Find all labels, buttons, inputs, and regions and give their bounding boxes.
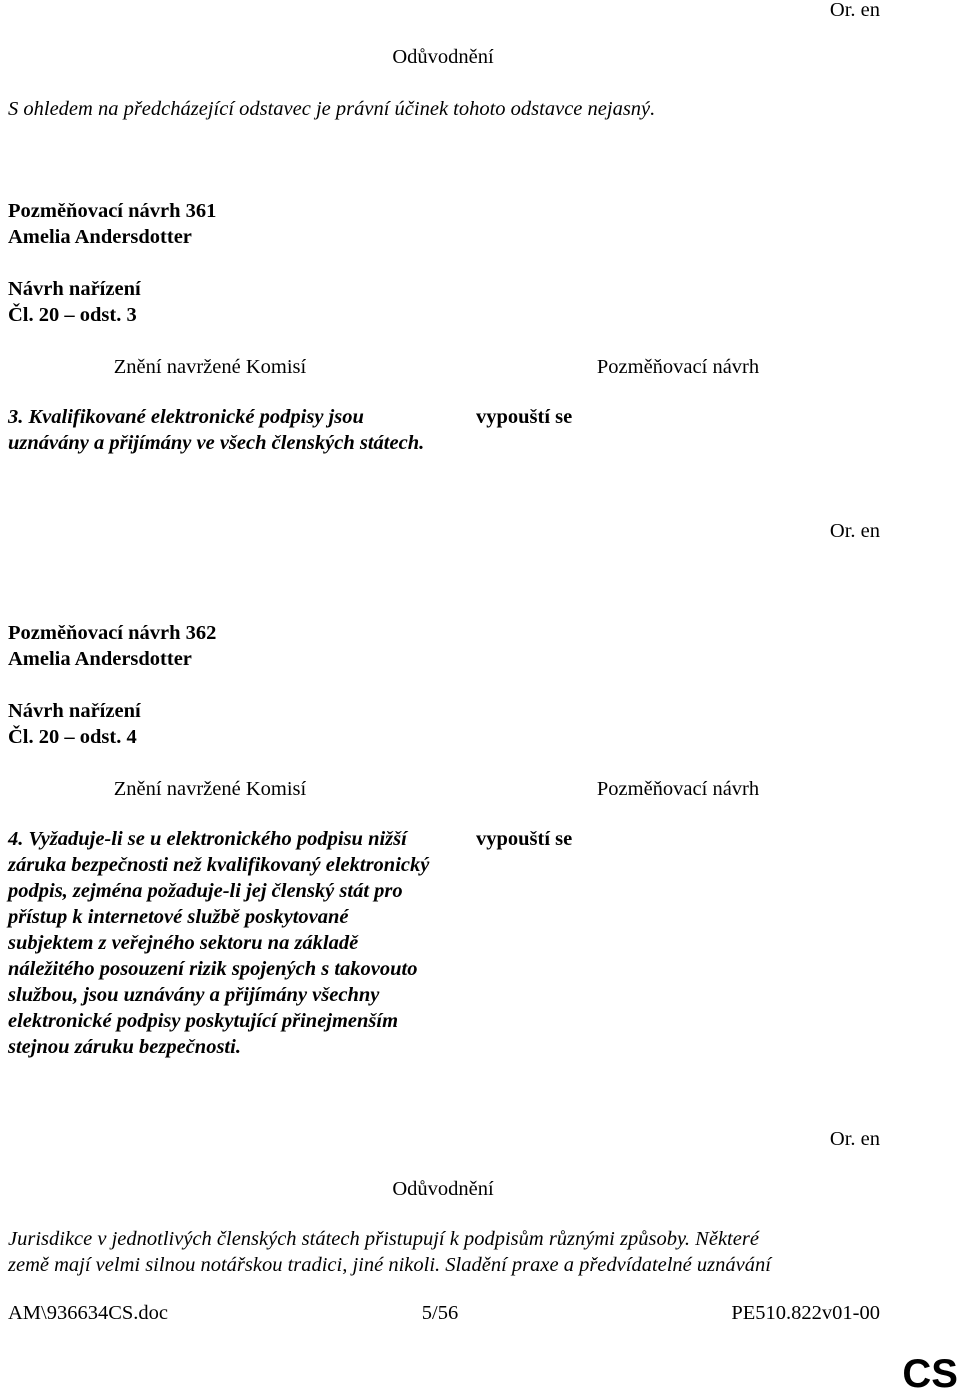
commission-column-header: Znění navržené Komisí bbox=[113, 778, 307, 800]
amendment-column-header: Pozměňovací návrh bbox=[596, 778, 760, 800]
original-language-label: Or. en bbox=[829, 0, 880, 21]
justification-text-line: země mají velmi silnou notářskou tradici, jiné nikoli. Sladění praxe a předvídatelné uznávání bbox=[8, 1254, 771, 1276]
commission-text: 4. Vyžaduje-li se u elektronického podpisu nižší záruka bezpečnosti než kvalifikovaný elektronický podpis, zejména požaduje-li jej členský stát pro přístup k internetové službě poskytované subjektem z veřejného sektoru na základě náležitého posouzení rizik spojených s takovouto službou, jsou uznávány a přijímány všechny elektronické podpisy poskytující přinejmenším stejnou záruku bezpečnosti. bbox=[8, 828, 430, 1058]
amendment-column-header: Pozměňovací návrh bbox=[596, 356, 760, 378]
footer-pe-ref: PE510.822v01-00 bbox=[731, 1302, 880, 1324]
footer-doc-ref: AM\936634CS.doc bbox=[8, 1302, 169, 1324]
justification-text-line: Jurisdikce v jednotlivých členských státech přistupují k podpisům různými způsoby. Některé bbox=[8, 1228, 759, 1250]
footer-page-number: 5/56 bbox=[421, 1302, 459, 1324]
language-code: CS bbox=[902, 1352, 958, 1396]
amendment-title: Pozměňovací návrh 362 bbox=[8, 622, 217, 644]
amendment-title: Pozměňovací návrh 361 bbox=[8, 200, 217, 222]
original-language-label: Or. en bbox=[829, 520, 880, 542]
proposal-label: Návrh nařízení bbox=[8, 700, 141, 722]
amendment-text: vypouští se bbox=[476, 406, 573, 428]
amendment-author: Amelia Andersdotter bbox=[8, 648, 192, 670]
amendment-text: vypouští se bbox=[476, 828, 573, 850]
commission-column-header: Znění navržené Komisí bbox=[113, 356, 307, 378]
commission-text: 3. Kvalifikované elektronické podpisy jsou uznávány a přijímány ve všech členských státech. bbox=[8, 406, 425, 454]
amendment-author: Amelia Andersdotter bbox=[8, 226, 192, 248]
original-language-label: Or. en bbox=[829, 1128, 880, 1150]
proposal-label: Návrh nařízení bbox=[8, 278, 141, 300]
justification-heading: Odůvodnění bbox=[392, 1178, 494, 1200]
article-ref: Čl. 20 – odst. 4 bbox=[8, 726, 137, 748]
article-ref: Čl. 20 – odst. 3 bbox=[8, 304, 137, 326]
justification-text: S ohledem na předcházející odstavec je právní účinek tohoto odstavce nejasný. bbox=[8, 98, 656, 120]
justification-heading: Odůvodnění bbox=[392, 46, 494, 68]
